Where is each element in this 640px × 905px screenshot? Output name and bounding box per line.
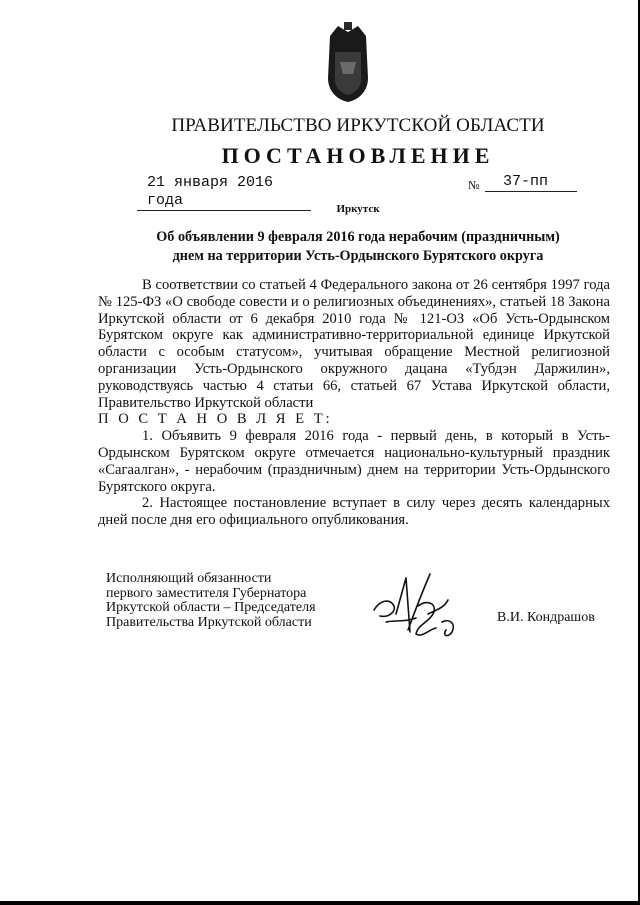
city: Иркутск [336, 203, 380, 215]
signatory-name: В.И. Кондрашов [497, 610, 595, 625]
document-type: ПОСТАНОВЛЕНИЕ [221, 143, 495, 168]
title-line: днем на территории Усть-Ордынского Бурятского округа [172, 248, 544, 264]
document-date: 21 января 2016 года [137, 174, 311, 211]
item-paragraph: 2. Настоящее постановление вступает в силу через десять календарных дней после дня его официального опубликования. [98, 495, 610, 529]
resolves-heading: П О С Т А Н О В Л Я Е Т: [98, 411, 333, 428]
organization-name: ПРАВИТЕЛЬСТВО ИРКУТСКОЙ ОБЛАСТИ [171, 115, 545, 136]
signatory-position [106, 572, 316, 630]
position-line: первого заместителя Губернатора [106, 585, 307, 601]
document-body [98, 277, 610, 529]
number-label: № [468, 178, 480, 192]
scan-edge [0, 901, 640, 905]
title-line: Об объявлении 9 февраля 2016 года нерабочим (праздничным) [156, 229, 560, 245]
document-number: 37-пп [485, 173, 577, 192]
position-line: Правительства Иркутской области [106, 614, 312, 630]
coat-of-arms-icon [322, 22, 374, 102]
handwritten-signature [366, 570, 476, 650]
document-title [120, 228, 596, 266]
position-line: Исполняющий обязанности [106, 571, 272, 586]
position-line: Иркутской области – Председателя [106, 600, 316, 615]
preamble-paragraph: В соответствии со статьей 4 Федерального закона от 26 сентября 1997 года № 125-ФЗ «О свободе совести и о религиозных объединениях», статьей 18 Закона Иркутской области от 6 декабря 2010 года № 121-ОЗ «Об Усть-Ордынском Бурятском округе как административно-территориальной единице Иркутской области с особым статусом», учитывая обращение Местной религиозной организации Усть-Ордынского окружного дацана «Тубдэн Даржилин», руководствуясь частью 4 статьи 66, статьей 67 Устава Иркутской области, Правительство Иркутской области [98, 277, 610, 411]
item-paragraph: 1. Объявить 9 февраля 2016 года - первый день, в который в Усть-Ордынском Бурятском округе отмечается национально-культурный праздник «Сагаалган», - нерабочим (праздничным) днем на территории Усть-Ордынского Бурятского округа. [98, 428, 610, 495]
